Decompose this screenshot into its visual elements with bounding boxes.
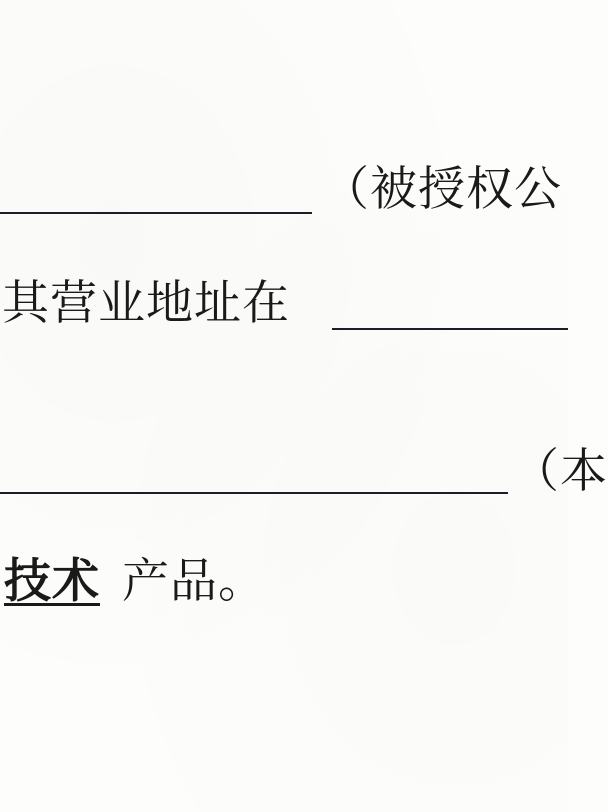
product-text: 产品。 [122,554,266,609]
blank-rule-1 [0,212,312,214]
authorized-company-paren-text: （被授权公 [322,162,562,217]
blank-rule-2 [332,328,568,330]
blank-rule-3 [0,492,508,494]
technology-underlined-text: 技术 [4,554,100,609]
paren-text-line3: （本 [512,444,608,499]
business-address-label: 其营业地址在 [2,276,290,331]
